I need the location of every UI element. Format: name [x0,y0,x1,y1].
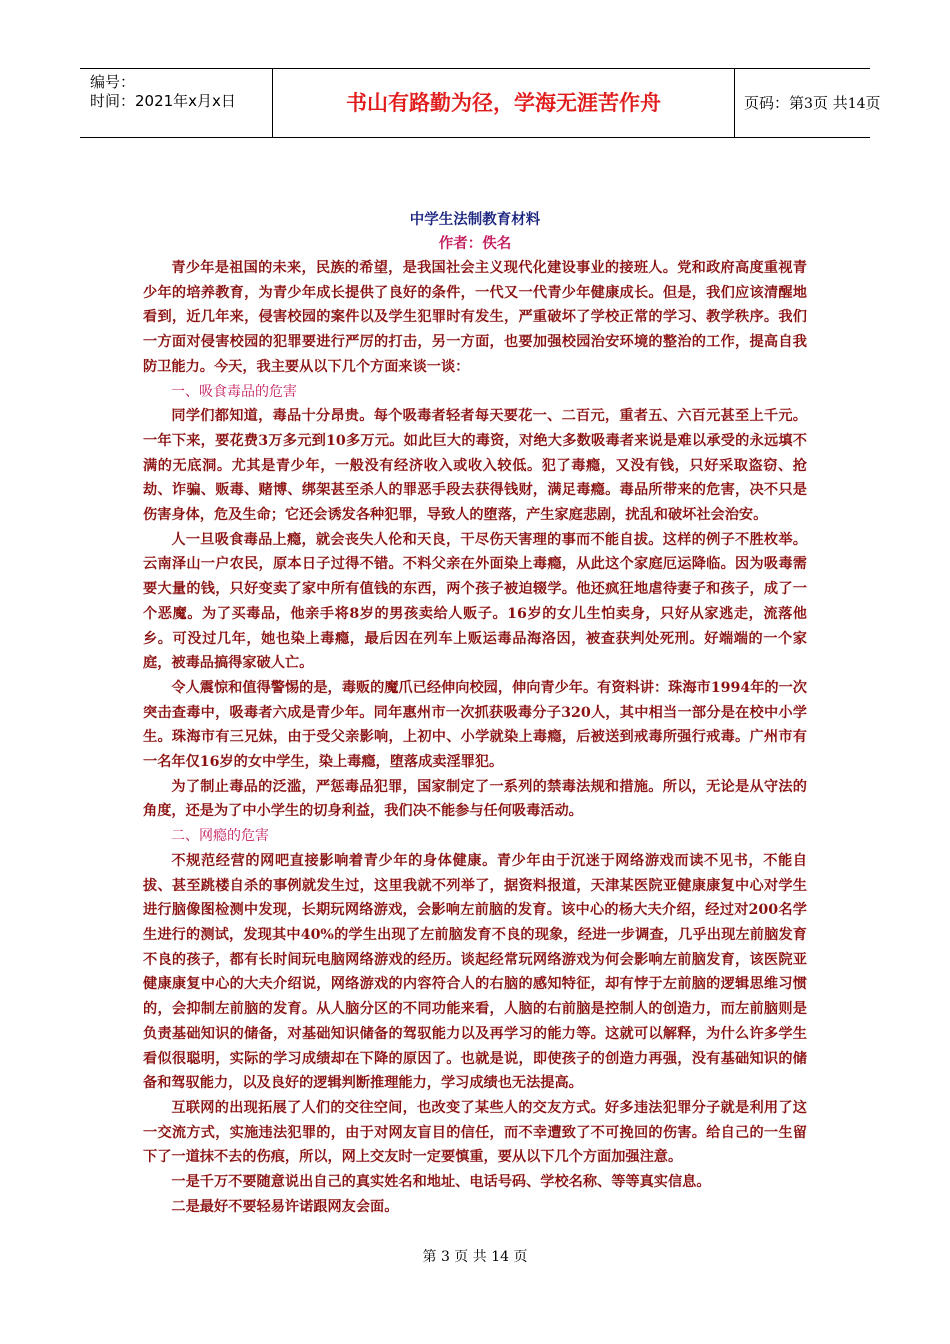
paragraph: 同学们都知道，毒品十分昂贵。每个吸毒者轻者每天要花一、二百元，重者五、六百元甚至上千元。一年下来，要花费3万多元到10多万元。如此巨大的毒资，对绝大多数吸毒者来说是难以承受的永远填不满的无底洞。尤其是青少年，一般没有经济收入或收入较低。犯了毒瘾，又没有钱，只好采取盗窃、抢劫、诈骗、贩毒、赌博、绑架甚至杀人的罪恶手段去获得钱财，满足毒瘾。毒品所带来的危害，决不只是伤害身体，危及生命；它还会诱发各种犯罪，导致人的堕落，产生家庭悲剧，扰乱和破坏社会治安。 [143,408,807,524]
document-author: 作者：佚名 [438,235,512,252]
page-suffix: 页 [865,94,881,112]
page-prefix: 页码：第 [744,94,805,112]
paragraph: 互联网的出现拓展了人们的交往空间，也改变了某些人的交友方式。好多违法犯罪分子就是利用了这一交流方式，实施违法犯罪的，由于对网友盲目的信任，而不幸遭致了不可挽回的伤害。给自己的一生留下了一道抹不去的伤痕，所以，网上交友时一定要慎重，要从以下几个方面加强注意。 [143,1099,807,1166]
document-body [143,208,807,1219]
document-title: 中学生法制教育材料 [409,211,541,228]
paragraph: 青少年是祖国的未来，民族的希望，是我国社会主义现代化建设事业的接班人。党和政府高度重视青少年的培养教育，为青少年成长提供了良好的条件，一代又一代青少年健康成长。但是，我们应该清醒地看到，近几年来，侵害校园的案件以及学生犯罪时有发生，严重破坏了学校正常的学习、教学秩序。我们一方面对侵害校园的犯罪要进行严厉的打击，另一方面，也要加强校园治安环境的整治的工作，提高自我防卫能力。今天，我主要从以下几个方面来谈一谈： [143,260,807,375]
page-header [80,68,881,138]
header-page-info [735,69,881,137]
header-meta [80,69,273,137]
page-total: 14 [847,96,866,112]
paragraph: 为了制止毒品的泛滥，严惩毒品犯罪，国家制定了一系列的禁毒法规和措施。所以，无论是从守法的角度，还是为了中小学生的切身利益，我们决不能参与任何吸毒活动。 [143,778,807,820]
page-footer: 第 3 页 共 14 页 [422,1249,528,1265]
number-label: 编号： [90,73,136,91]
page-mid: 页 共 [812,94,848,112]
section-heading: 一、吸食毒品的危害 [171,383,297,400]
time-label: 时间：2021年x月x日 [90,92,236,110]
page-current: 3 [804,96,813,112]
document-content [143,256,807,1219]
paragraph: 一是千万不要随意说出自己的真实姓名和地址、电话号码、学校名称、等等真实信息。 [171,1174,711,1191]
paragraph: 不规范经营的网吧直接影响着青少年的身体健康。青少年由于沉迷于网络游戏而读不见书，不能自拔、甚至跳楼自杀的事例就发生过，这里我就不列举了，据资料报道，天津某医院亚健康康复中心对学生进行脑像图检测中发现，长期玩网络游戏，会影响左前脑的发育。该中心的杨大夫介绍，经过对200名学生进行的测试，发现其中40%的学生出现了左前脑发育不良的现象，经进一步调查，几乎出现左前脑发育不良的孩子，都有长时间玩电脑网络游戏的经历。谈起经常玩网络游戏为何会影响左前脑发育，该医院亚健康康复中心的大夫介绍说，网络游戏的内容符合人的右脑的感知特征，却有悖于左前脑的逻辑思维习惯的，会抑制左前脑的发育。从人脑分区的不同功能来看，人脑的右前脑是控制人的创造力，而左前脑则是负责基础知识的储备，对基础知识储备的驾驭能力以及再学习的能力等。这就可以解释，为什么许多学生看似很聪明，实际的学习成绩却在下降的原因了。也就是说，即使孩子的创造力再强，没有基础知识的储备和驾驭能力，以及良好的逻辑判断推理能力，学习成绩也无法提高。 [143,852,807,1092]
paragraph: 二是最好不要轻易许诺跟网友会面。 [171,1198,399,1215]
header-motto: 书山有路勤为径，学海无涯苦作舟 [273,69,735,137]
section-heading: 二、网瘾的危害 [171,828,269,845]
paragraph: 令人震惊和值得警惕的是，毒贩的魔爪已经伸向校园，伸向青少年。有资料讲：珠海市1994年的一次突击查毒中，吸毒者六成是青少年。同年惠州市一次抓获吸毒分子320人，其中相当一部分是在校中小学生。珠海市有三兄妹，由于受父亲影响，上初中、小学就染上毒瘾，后被送到戒毒所强行戒毒。广州市有一名年仅16岁的女中学生，染上毒瘾，堕落成卖淫罪犯。 [143,679,807,771]
paragraph: 人一旦吸食毒品上瘾，就会丧失人伦和天良，干尽伤天害理的事而不能自拔。这样的例子不胜枚举。云南泽山一户农民，原本日子过得不错。不料父亲在外面染上毒瘾，从此这个家庭厄运降临。因为吸毒需要大量的钱，只好变卖了家中所有值钱的东西，两个孩子被迫辍学。他还疯狂地虐待妻子和孩子，成了一个恶魔。为了买毒品，他亲手将8岁的男孩卖给人贩子。16岁的女儿生怕卖身，只好从家逃走，流落他乡。可没过几年，她也染上毒瘾，最后因在列车上贩运毒品海洛因，被查获判处死刑。好端端的一个家庭，被毒品搞得家破人亡。 [143,531,807,672]
